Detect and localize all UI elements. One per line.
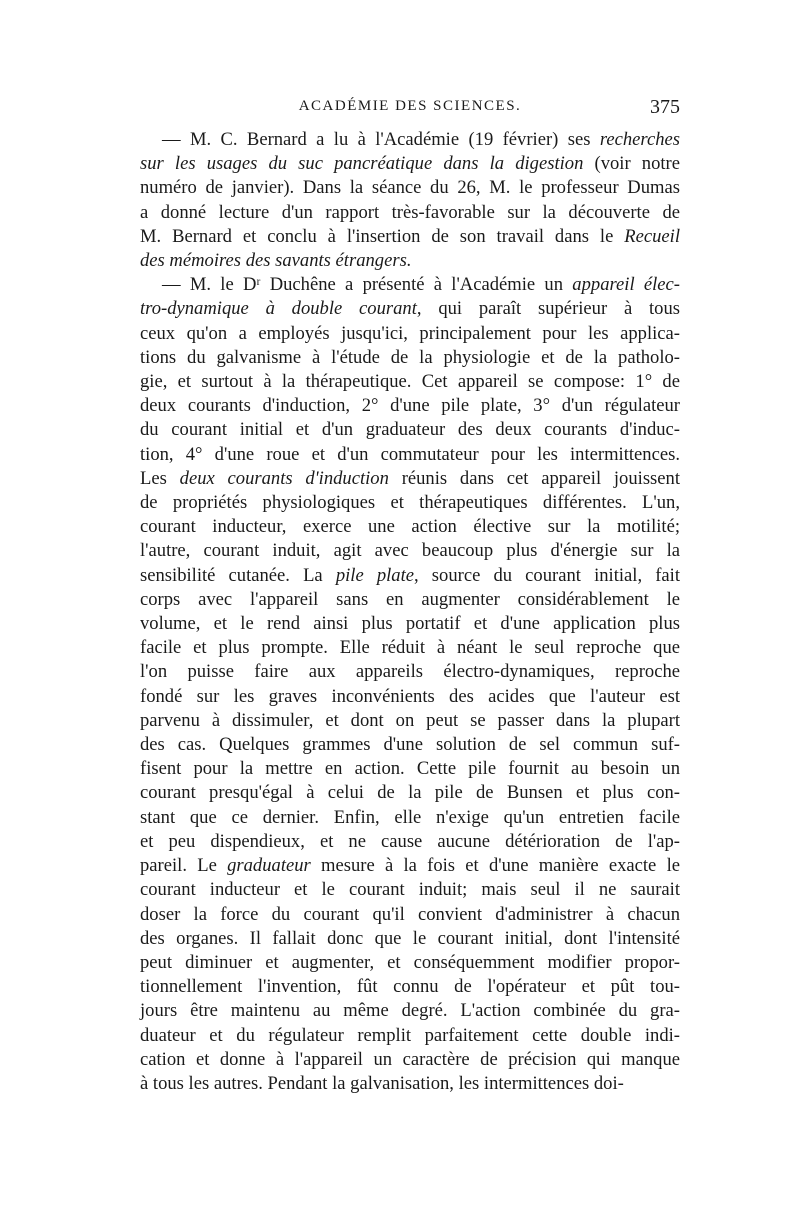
text-run: sensibilité cutanée. La <box>140 564 336 586</box>
text-run: l'on puisse faire aux appareils électro-dynamiques, reproche <box>140 661 680 683</box>
running-head <box>140 98 680 128</box>
text-run: facile et plus prompte. Elle réduit à néant le seul reproche que <box>140 637 680 659</box>
text-run: tionnellement l'invention, fût connu de l'opérateur et pût tou- <box>140 976 680 998</box>
text-line <box>140 491 680 515</box>
text-line <box>140 806 680 830</box>
text-run: courant presqu'égal à celui de la pile de Bunsen et plus con- <box>140 782 680 804</box>
book-page <box>140 98 680 1096</box>
text-line <box>140 636 680 660</box>
text-line <box>140 443 680 467</box>
text-run: (voir notre <box>583 153 680 175</box>
text-run: courant inducteur, exerce une action élective sur la motilité; <box>140 516 680 538</box>
text-run: réunis dans cet appareil jouissent <box>388 467 681 489</box>
text-line <box>140 394 680 418</box>
text-run: , source du courant initial, fait <box>414 564 680 586</box>
text-line <box>140 854 680 878</box>
text-run: stant que ce dernier. Enfin, elle n'exige qu'un entretien facile <box>140 806 680 828</box>
text-line <box>140 225 680 249</box>
text-line <box>140 418 680 442</box>
text-run: mesure à la fois et d'une manière exacte le <box>310 855 680 877</box>
text-run: gie, et surtout à la thérapeutique. Cet appareil se compose: 1° de <box>140 371 680 393</box>
text-line <box>140 757 680 781</box>
text-line <box>140 588 680 612</box>
italic-run: appareil élec- <box>572 274 680 296</box>
text-run: tion, 4° d'une roue et d'un commutateur pour les intermittences. <box>140 443 680 465</box>
text-line <box>140 128 680 152</box>
text-line <box>140 709 680 733</box>
text-line <box>140 467 680 491</box>
italic-run: des mémoires des savants étrangers. <box>140 250 412 272</box>
text-run: et peu dispendieux, et ne cause aucune détérioration de l'ap- <box>140 830 680 852</box>
text-run: à tous les autres. Pendant la galvanisation, les intermittences doi- <box>140 1072 624 1094</box>
text-run: des cas. Quelques grammes d'une solution de sel commun suf- <box>140 734 680 756</box>
text-run: pareil. Le <box>140 855 228 877</box>
running-title: ACADÉMIE DES SCIENCES. <box>298 98 522 114</box>
text-line <box>140 322 680 346</box>
italic-run: sur les usages du suc pancréatique dans la digestion <box>140 153 584 175</box>
text-line <box>140 975 680 999</box>
text-line <box>140 297 680 321</box>
text-line <box>140 539 680 563</box>
italic-run: Recueil <box>624 225 680 247</box>
text-run: du courant initial et d'un graduateur des deux courants d'induc- <box>140 419 680 441</box>
text-line <box>140 927 680 951</box>
text-run: parvenu à dissimuler, et dont on peut se passer dans la plupart <box>140 709 680 731</box>
italic-run: graduateur <box>227 855 311 877</box>
text-run: numéro de janvier). Dans la séance du 26, M. le professeur Dumas <box>140 177 680 199</box>
text-line <box>140 273 680 297</box>
text-run: , qui paraît supérieur à tous <box>416 298 680 320</box>
text-line <box>140 685 680 709</box>
text-run: courant inducteur et le courant induit; mais seul il ne saurait <box>140 879 680 901</box>
text-run: tions du galvanisme à l'étude de la physiologie et de la patholo- <box>140 346 680 368</box>
text-line <box>140 878 680 902</box>
paragraph <box>140 128 680 273</box>
text-line <box>140 781 680 805</box>
text-line <box>140 612 680 636</box>
text-run: peut diminuer et augmenter, et conséquemment modifier propor- <box>140 951 680 973</box>
text-run: Les <box>140 467 180 489</box>
italic-run: deux courants d'induction <box>179 467 389 489</box>
text-line <box>140 951 680 975</box>
italic-run: recherches <box>599 129 680 150</box>
text-run: cation et donne à l'appareil un caractère de précision qui manque <box>140 1048 680 1070</box>
text-run: — M. C. Bernard a lu à l'Académie (19 février) ses <box>162 129 600 150</box>
body-text <box>140 128 680 1096</box>
text-run: deux courants d'induction, 2° d'une pile plate, 3° d'un régulateur <box>140 395 680 417</box>
text-line <box>140 515 680 539</box>
text-line <box>140 903 680 927</box>
text-line <box>140 733 680 757</box>
text-line <box>140 660 680 684</box>
text-run: a donné lecture d'un rapport très-favorable sur la découverte de <box>140 201 680 223</box>
page-number: 375 <box>650 96 680 118</box>
text-line <box>140 152 680 176</box>
text-run: doser la force du courant qu'il convient d'administrer à chacun <box>140 903 680 925</box>
text-run: des organes. Il fallait donc que le courant initial, dont l'intensité <box>140 927 680 949</box>
text-line <box>140 249 680 273</box>
text-run: fondé sur les graves inconvénients des acides que l'auteur est <box>140 685 680 707</box>
text-run: corps avec l'appareil sans en augmenter considérablement le <box>140 588 680 610</box>
text-run: volume, et le rend ainsi plus portatif et d'une application plus <box>140 613 680 635</box>
text-run: M. Bernard et conclu à l'insertion de son travail dans le <box>140 225 625 247</box>
text-run: de propriétés physiologiques et thérapeutiques différentes. L'un, <box>140 492 680 514</box>
text-run: l'autre, courant induit, agit avec beaucoup plus d'énergie sur la <box>140 540 680 562</box>
paragraph <box>140 273 680 1096</box>
text-line <box>140 830 680 854</box>
text-run: fisent pour la mettre en action. Cette pile fournit au besoin un <box>140 758 680 780</box>
text-run: duateur et du régulateur remplit parfaitement cette double indi- <box>140 1024 680 1046</box>
text-line <box>140 999 680 1023</box>
italic-run: tro-dynamique à double courant <box>140 298 417 320</box>
text-line <box>140 370 680 394</box>
text-line <box>140 176 680 200</box>
italic-run: pile plate <box>335 564 415 586</box>
text-run: — M. le Dʳ Duchêne a présenté à l'Académie un <box>162 274 573 296</box>
text-run: ceux qu'on a employés jusqu'ici, principalement pour les applica- <box>140 322 680 344</box>
text-line <box>140 1072 680 1096</box>
text-line <box>140 1048 680 1072</box>
text-run: jours être maintenu au même degré. L'action combinée du gra- <box>140 1000 680 1022</box>
text-line <box>140 564 680 588</box>
text-line <box>140 346 680 370</box>
text-line <box>140 1024 680 1048</box>
text-line <box>140 201 680 225</box>
